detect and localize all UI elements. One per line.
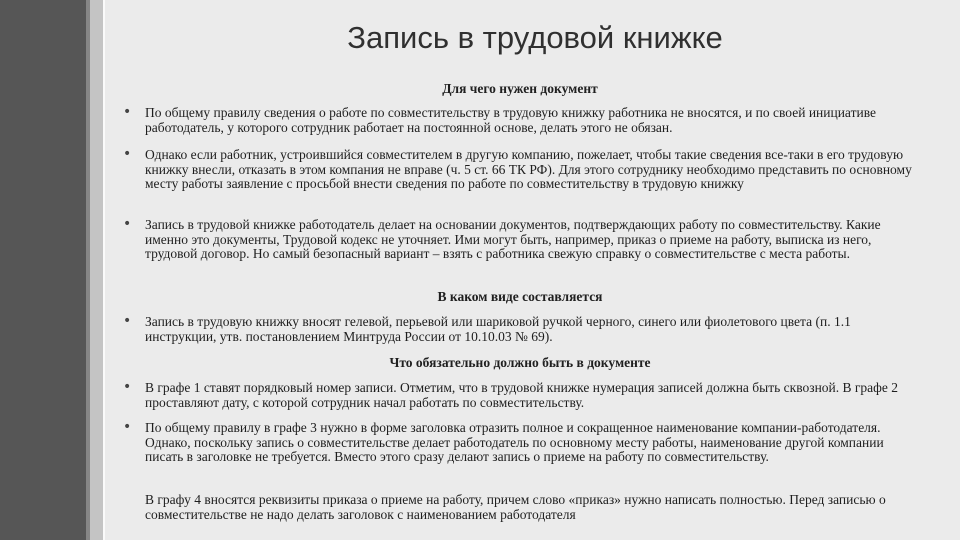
- bullet-marker: •: [123, 146, 132, 162]
- bullet-marker: •: [123, 104, 132, 120]
- paragraph-4: Запись в трудовую книжку вносят гелевой, перьевой или шариковой ручкой черного, синего или фиолетового цвета (п. 1.1 инструкции, утв. постановлением Минтруда России от 10.10.03 № 69).: [145, 314, 851, 344]
- left-decor-bar-white: [103, 0, 105, 540]
- paragraph-5: В графе 1 ставят порядковый номер записи. Отметим, что в трудовой книжке нумерация записей должна быть сквозной. В графе 2 проставляют дату, с которой сотрудник начал работать по совместительству.: [145, 380, 899, 410]
- slide-title: Запись в трудовой книжке: [347, 20, 723, 55]
- bullet-marker: •: [123, 216, 132, 232]
- section-heading-required: Что обязательно должно быть в документе: [389, 355, 651, 370]
- section-heading-purpose: Для чего нужен документ: [442, 81, 598, 96]
- paragraph-6: По общему правилу в графе 3 нужно в форме заголовка отразить полное и сокращенное наименование компании-работодателя. Однако, поскольку запись о совместительстве делает работодатель по основному месту работы, наименование другой компании писать в заголовке не требуется. Вместо этого сразу делают запись о приеме на работу по совместительству.: [145, 420, 884, 465]
- bullet-marker: •: [123, 379, 132, 395]
- left-decor-bar-dark: [0, 0, 86, 540]
- bullet-marker: •: [123, 313, 132, 329]
- bullet-marker: •: [123, 419, 132, 435]
- left-decor-bar-light: [90, 0, 103, 540]
- section-heading-form: В каком виде составляется: [437, 289, 603, 304]
- paragraph-2: Однако если работник, устроившийся совместителем в другую компанию, пожелает, чтобы такие сведения все-таки в его трудовую книжку внесли, отказать в этом компания не вправе (ч. 5 ст. 66 ТК РФ). Для этого сотруднику необходимо представить по основному месту работы заявление с просьбой внести сведения по работе по совместительству в трудовую книжку: [145, 147, 912, 192]
- paragraph-3: Запись в трудовой книжке работодатель делает на основании документов, подтверждающих работу по совместительству. Какие именно это документы, Трудовой кодекс не уточняет. Ими могут быть, например, приказ о приеме на работу, выписка из него, трудовой договор. Но самый безопасный вариант – взять с работника свежую справку о совместительстве с места работы.: [145, 217, 881, 262]
- paragraph-1: По общему правилу сведения о работе по совместительству в трудовую книжку работника не вносятся, и по своей инициативе работодатель, у которого сотрудник работает на постоянной основе, делать этого не обязан.: [145, 105, 876, 135]
- paragraph-7: В графу 4 вносятся реквизиты приказа о приеме на работу, причем слово «приказ» нужно написать полностью. Перед записью о совместительстве не надо делать заголовок с наименованием работодателя: [145, 492, 886, 522]
